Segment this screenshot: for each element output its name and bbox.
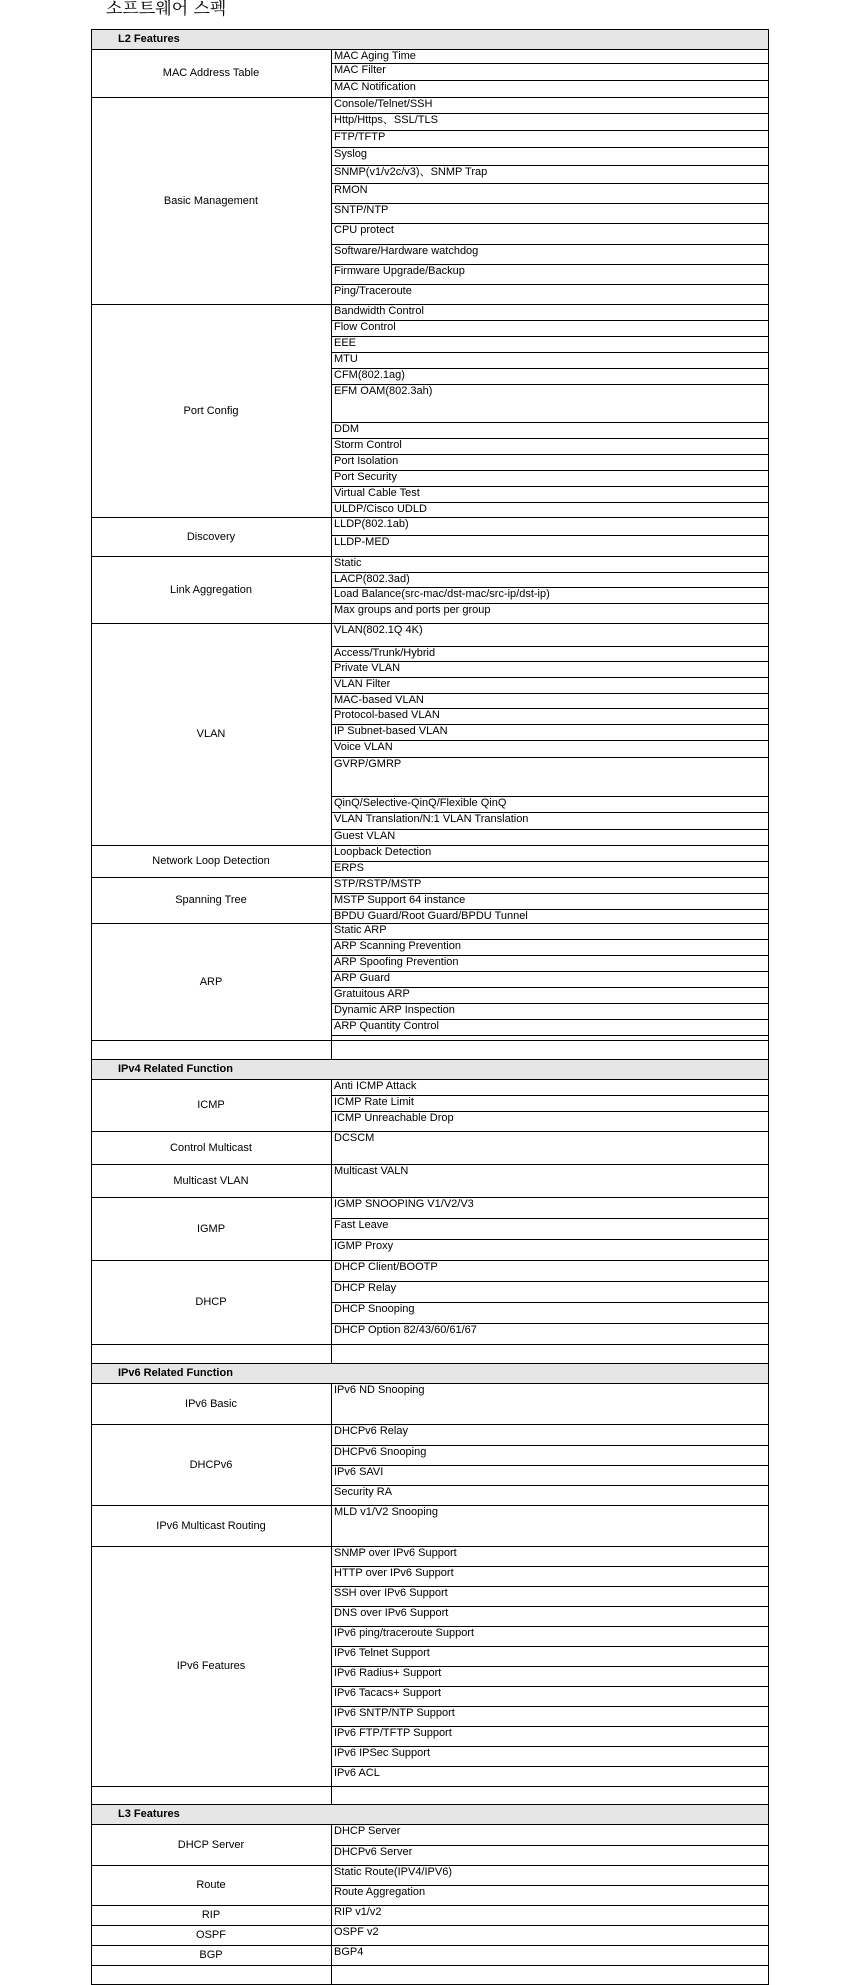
group-divider [91, 1040, 769, 1041]
feature-item: Virtual Cable Test [334, 487, 420, 499]
feature-item: Security RA [334, 1486, 393, 1498]
feature-item: MLD v1/V2 Snooping [334, 1506, 438, 1518]
feature-item: STP/RSTP/MSTP [334, 878, 422, 890]
category-label: Link Aggregation [170, 583, 252, 596]
row-divider [331, 352, 769, 353]
column-divider [331, 1505, 332, 1546]
feature-item: IPv6 SAVI [334, 1466, 384, 1478]
row-divider [331, 1218, 769, 1219]
feature-item: DHCP Client/BOOTP [334, 1261, 438, 1273]
feature-item: Fast Leave [334, 1219, 389, 1231]
feature-item: DHCPv6 Relay [334, 1425, 408, 1437]
feature-item: IPv6 IPSec Support [334, 1747, 430, 1759]
group-divider [91, 1131, 769, 1132]
column-divider [331, 1786, 332, 1804]
feature-item: Anti ICMP Attack [334, 1080, 417, 1092]
section-header-top-border [91, 1363, 769, 1364]
row-divider [331, 63, 769, 64]
feature-item: Guest VLAN [334, 830, 396, 842]
feature-item: Access/Trunk/Hybrid [334, 647, 436, 659]
feature-item: DHCPv6 Server [334, 1846, 413, 1858]
column-divider [331, 1965, 332, 1984]
feature-item: Route Aggregation [334, 1886, 426, 1898]
column-divider [331, 1344, 332, 1363]
section-heading: L2 Features [118, 33, 180, 45]
feature-item: SSH over IPv6 Support [334, 1587, 448, 1599]
column-divider [331, 1079, 332, 1131]
row-divider [331, 336, 769, 337]
group-divider [91, 1925, 769, 1926]
section-header-top-border [91, 29, 769, 30]
category-label: IPv6 Multicast Routing [156, 1519, 266, 1532]
feature-item: MAC Notification [334, 81, 416, 93]
feature-item: ICMP Unreachable Drop [334, 1112, 454, 1124]
feature-item: SNMP over IPv6 Support [334, 1547, 457, 1559]
group-divider [91, 304, 769, 305]
feature-item: Dynamic ARP Inspection [334, 1004, 455, 1016]
page-title: 소프트웨어 스펙 [106, 0, 227, 19]
feature-item: IPv6 Radius+ Support [334, 1667, 442, 1679]
group-divider [91, 923, 769, 924]
feature-item: IPv6 Tacacs+ Support [334, 1687, 442, 1699]
group-divider [91, 1786, 769, 1787]
column-divider [331, 49, 332, 97]
category-label: IPv6 Basic [185, 1397, 237, 1410]
category-label: ICMP [197, 1099, 225, 1111]
feature-item: LLDP(802.1ab) [334, 518, 409, 530]
feature-item: ARP Guard [334, 972, 391, 984]
category-label: Spanning Tree [175, 894, 247, 906]
column-divider [331, 1925, 332, 1945]
feature-item: MAC Filter [334, 64, 386, 76]
column-divider [331, 1197, 332, 1260]
row-divider [331, 535, 769, 536]
category-label: IGMP [196, 1222, 226, 1235]
feature-item: Syslog [334, 148, 368, 160]
feature-item: LLDP-MED [334, 536, 390, 548]
feature-item: RMON [334, 184, 368, 196]
feature-item: Gratuitous ARP [334, 988, 410, 1000]
feature-item: GVRP/GMRP [334, 758, 402, 770]
row-divider [331, 829, 769, 830]
table-right-border [768, 29, 769, 1984]
feature-item: MAC-based VLAN [334, 694, 424, 706]
category-label: Discovery [186, 530, 236, 543]
feature-item: ICMP Rate Limit [334, 1096, 414, 1108]
feature-item: Voice VLAN [334, 741, 393, 753]
feature-item: EEE [334, 337, 357, 349]
category-label: DHCP [195, 1296, 227, 1308]
row-divider [331, 130, 769, 131]
feature-item: Max groups and ports per group [334, 604, 491, 616]
group-divider [91, 1905, 769, 1906]
section-header-bottom-border [91, 1079, 769, 1080]
feature-item: SNTP/NTP [334, 204, 389, 216]
feature-item: IP Subnet-based VLAN [334, 725, 448, 737]
section-header [92, 30, 768, 49]
feature-item: CFM(802.1ag) [334, 369, 405, 381]
category-label: RIP [201, 1909, 221, 1921]
feature-item: MAC Aging Time [334, 50, 416, 62]
feature-item: IPv6 FTP/TFTP Support [334, 1727, 452, 1739]
feature-item: Loopback Detection [334, 846, 432, 858]
feature-item: Static [334, 557, 362, 569]
section-header-top-border [91, 1804, 769, 1805]
section-header-top-border [91, 1059, 769, 1060]
feature-item: Storm Control [334, 439, 402, 451]
section-header [92, 1805, 768, 1824]
feature-item: BGP4 [334, 1946, 364, 1958]
section-header-bottom-border [91, 1383, 769, 1384]
group-divider [91, 556, 769, 557]
spec-table [91, 29, 768, 1984]
category-label: DHCP Server [177, 1838, 245, 1851]
feature-item: Software/Hardware watchdog [334, 245, 479, 257]
section-heading: IPv6 Related Function [118, 1367, 233, 1379]
feature-item: VLAN Filter [334, 678, 391, 690]
column-divider [331, 1383, 332, 1424]
feature-item: ARP Scanning Prevention [334, 940, 461, 952]
category-label: Multicast VLAN [173, 1174, 249, 1187]
group-divider [91, 1424, 769, 1425]
feature-item: MSTP Support 64 instance [334, 894, 466, 906]
category-label: Control Multicast [170, 1141, 252, 1154]
feature-item: OSPF v2 [334, 1926, 379, 1938]
feature-item: IPv6 ACL [334, 1767, 380, 1779]
column-divider [331, 923, 332, 1040]
section-heading: IPv4 Related Function [118, 1063, 233, 1075]
feature-item: Protocol-based VLAN [334, 709, 440, 721]
column-divider [331, 556, 332, 623]
row-divider [331, 677, 769, 678]
feature-item: IPv6 Telnet Support [334, 1647, 430, 1659]
group-divider [91, 1965, 769, 1966]
feature-item: VLAN(802.1Q 4K) [334, 624, 423, 636]
column-divider [331, 1905, 332, 1925]
category-label: Network Loop Detection [152, 855, 270, 867]
section-header-bottom-border [91, 49, 769, 50]
group-divider [91, 1164, 769, 1165]
group-divider [91, 517, 769, 518]
feature-item: DNS over IPv6 Support [334, 1607, 449, 1619]
feature-item: DHCP Option 82/43/60/61/67 [334, 1324, 477, 1336]
feature-item: ULDP/Cisco UDLD [334, 503, 427, 515]
feature-item: MTU [334, 353, 358, 365]
row-divider [331, 1485, 769, 1486]
category-label: Basic Management [163, 194, 259, 207]
group-divider [91, 1344, 769, 1345]
column-divider [331, 1945, 332, 1965]
feature-item: HTTP over IPv6 Support [334, 1567, 454, 1579]
category-label: Route [196, 1879, 226, 1891]
feature-item: Ping/Traceroute [334, 285, 412, 297]
category-label: BGP [199, 1949, 223, 1961]
group-divider [91, 1945, 769, 1946]
feature-item: RIP v1/v2 [334, 1906, 382, 1918]
row-divider [331, 1766, 769, 1767]
row-divider [331, 1239, 769, 1240]
feature-item: ARP Spoofing Prevention [334, 956, 459, 968]
column-divider [331, 1131, 332, 1164]
column-divider [331, 1164, 332, 1197]
column-divider [331, 97, 332, 304]
feature-item: Static ARP [334, 924, 387, 936]
feature-item: VLAN Translation/N:1 VLAN Translation [334, 813, 529, 825]
row-divider [331, 1281, 769, 1282]
row-divider [331, 1465, 769, 1466]
row-divider [331, 183, 769, 184]
feature-item: Port Isolation [334, 455, 399, 467]
section-header-bottom-border [91, 1824, 769, 1825]
category-label: IPv6 Features [176, 1660, 246, 1672]
row-divider [331, 861, 769, 862]
row-divider [331, 223, 769, 224]
feature-item: DDM [334, 423, 360, 435]
category-label: VLAN [196, 728, 226, 740]
feature-item: Load Balance(src-mac/dst-mac/src-ip/dst-ip) [334, 588, 550, 600]
feature-item: BPDU Guard/Root Guard/BPDU Tunnel [334, 910, 528, 922]
category-label: MAC Address Table [162, 67, 260, 79]
section-heading: L3 Features [118, 1808, 180, 1820]
feature-item: Console/Telnet/SSH [334, 98, 433, 110]
row-divider [331, 203, 769, 204]
feature-item: DHCP Relay [334, 1282, 397, 1294]
feature-item: DCSCM [334, 1132, 375, 1144]
row-divider [331, 422, 769, 423]
feature-item: Firmware Upgrade/Backup [334, 265, 465, 277]
category-label: ARP [199, 975, 223, 988]
feature-item: LACP(802.3ad) [334, 573, 410, 585]
group-divider [91, 623, 769, 624]
feature-item: DHCP Snooping [334, 1303, 415, 1315]
feature-item: Bandwidth Control [334, 305, 424, 317]
table-left-border [91, 29, 92, 1984]
feature-item: Port Security [334, 471, 397, 483]
column-divider [331, 1040, 332, 1059]
row-divider [331, 147, 769, 148]
feature-item: IGMP Proxy [334, 1240, 394, 1252]
group-divider [91, 877, 769, 878]
feature-item: ERPS [334, 862, 364, 874]
feature-item: CPU protect [334, 224, 394, 236]
feature-item: Http/Https、SSL/TLS [334, 114, 438, 126]
category-label: Port Config [183, 404, 239, 417]
feature-item: FTP/TFTP [334, 131, 386, 143]
row-divider [331, 740, 769, 741]
feature-item: DHCP Server [334, 1825, 401, 1837]
column-divider [331, 517, 332, 556]
feature-item: Static Route(IPV4/IPV6) [334, 1866, 452, 1878]
feature-item: Private VLAN [334, 662, 401, 674]
feature-item: QinQ/Selective-QinQ/Flexible QinQ [334, 797, 507, 809]
row-divider [331, 971, 769, 972]
column-divider [331, 877, 332, 923]
feature-item: DHCPv6 Snooping [334, 1446, 427, 1458]
feature-item: IPv6 ND Snooping [334, 1384, 425, 1396]
feature-item: IPv6 SNTP/NTP Support [334, 1707, 455, 1719]
feature-item: IPv6 ping/traceroute Support [334, 1627, 475, 1639]
feature-item: EFM OAM(802.3ah) [334, 385, 433, 397]
row-divider [331, 1035, 769, 1036]
feature-item: Flow Control [334, 321, 396, 333]
feature-item: ARP Quantity Control [334, 1020, 439, 1032]
feature-item: SNMP(v1/v2c/v3)、SNMP Trap [334, 166, 488, 178]
category-label: OSPF [196, 1929, 226, 1941]
category-label: DHCPv6 [189, 1458, 233, 1471]
feature-item: Multicast VALN [334, 1165, 409, 1177]
feature-item: IGMP SNOOPING V1/V2/V3 [334, 1198, 474, 1210]
row-divider [331, 320, 769, 321]
